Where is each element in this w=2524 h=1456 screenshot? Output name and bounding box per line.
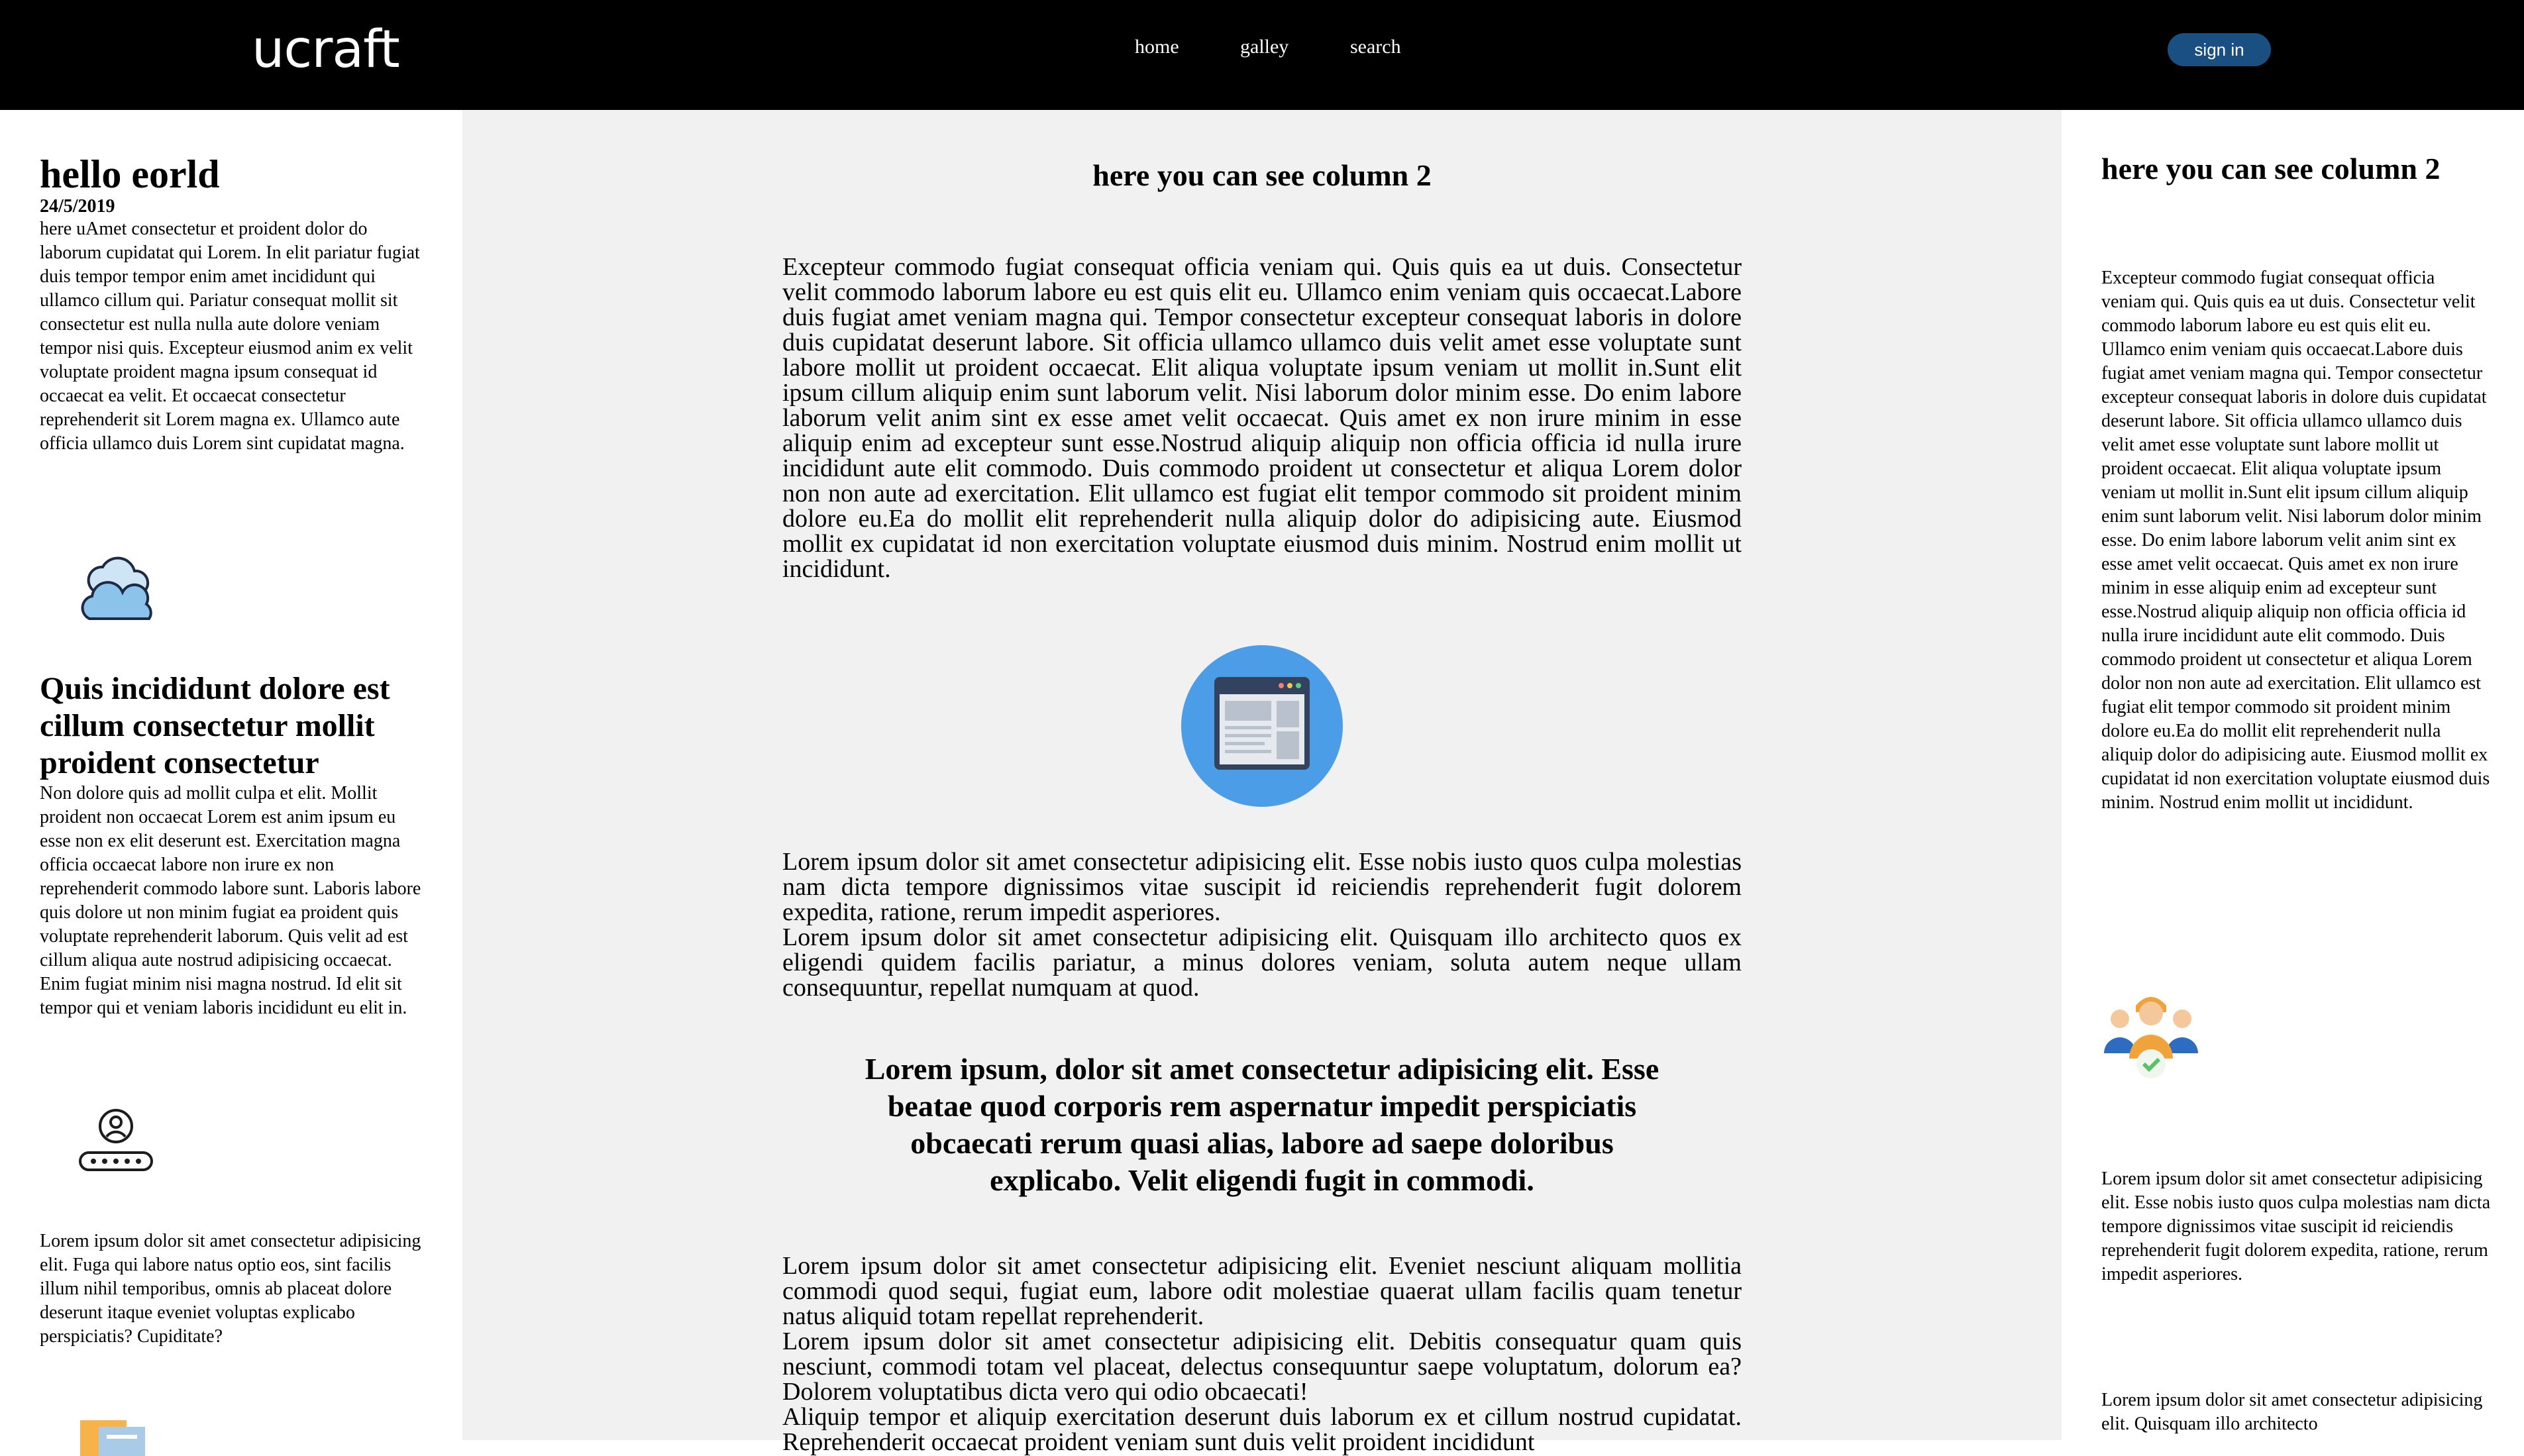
column-text: Excepteur commodo fugiat consequat officia veniam qui. Quis quis ea ut duis. Consectetur velit commodo laborum labore eu est quis elit eu. Ullamco enim veniam quis occaecat.Labore duis fugiat amet veniam magna qui. Tempor consectetur excepteur consequat laboris in dolore duis cupidatat deserunt labore. Sit officia ullamco ullamco duis velit amet esse voluptate sunt labore mollit ut proident occaecat. Elit aliqua voluptate ipsum veniam ut mollit in.Sunt elit ipsum cillum aliquip enim sunt laborum velit. Nisi laborum dolor minim esse. Do enim labore laborum velit anim sint ex esse amet velit occaecat. Quis amet ex non irure minim in esse aliquip enim ad excepteur sunt esse.Nostrud aliquip aliquip non officia officia id nulla irure incididunt aute elit commodo. Duis commodo proident ut consectetur et aliqua Lorem dolor non non aute ad exercitation. Elit ullamco est fugiat elit tempor commodo sit proident minim dolore eu.Ea do mollit elit reprehenderit nulla aliquip dolor do adipisicing aute. Eiusmod mollit ex cupidatat id non exercitation voluptate eiusmod duis minim. Nostrud enim mollit ut incididunt. — [2101, 268, 2490, 813]
documents-icon — [76, 1412, 156, 1452]
paragraph: Lorem ipsum dolor sit amet consectetur adipisicing elit. Eveniet nesciunt aliquam mollitia commodi quod sequi, fugiat eum, labore odit molestiae quaerat ullam facilis quam tenetur natus aliquid totam repellat reprehenderit. — [782, 1252, 1742, 1330]
main-nav — [0, 36, 2524, 76]
nav-home-link[interactable]: home — [1135, 36, 1179, 58]
post-text: here uAmet consectetur et proident dolor do laborum cupidatat qui Lorem. In elit pariatur fugiat duis tempor tempor enim amet incididunt qui ullamco cillum qui. Pariatur consequat mollit sit consectetur est nulla nulla aute dolore veniam tempor nisi quis. Excepteur eiusmod anim ex velit voluptate proident magna ipsum consequat id occaecat ea velit. Et occaecat consectetur reprehenderit sit Lorem magna ex. Ullamco aute officia ullamco duis Lorem sint cupidatat magna. — [40, 219, 420, 454]
paragraph: Lorem ipsum dolor sit amet consectetur adipisicing elit. Esse nobis iusto quos culpa molestias nam dicta tempore dignissimos vitae suscipit id reiciendis reprehenderit fugit dolorem expedita, ratione, rerum impedit asperiores. — [782, 848, 1742, 926]
column-text: Lorem ipsum dolor sit amet consectetur adipisicing elit. Quisquam illo architecto — [2101, 1390, 2483, 1434]
post-date: 24/5/2019 — [40, 196, 115, 217]
intro-paragraph: Excepteur commodo fugiat consequat officia veniam qui. Quis quis ea ut duis. Consectetur velit commodo laborum labore eu est quis elit eu. Ullamco enim veniam quis occaecat.Labore duis fugiat amet veniam magna qui. Tempor consectetur excepteur consequat laboris in dolore duis cupidatat deserunt labore. Sit officia ullamco ullamco duis velit amet esse voluptate sunt labore mollit ut proident occaecat. Elit aliqua voluptate ipsum veniam ut mollit in.Sunt elit ipsum cillum aliquip enim sunt laborum velit. Nisi laborum dolor minim esse. Do enim labore laborum velit anim sint ex esse amet velit occaecat. Quis amet ex non irure minim in esse aliquip enim ad excepteur sunt esse.Nostrud aliquip aliquip non officia officia id nulla irure incididunt aute elit commodo. Duis commodo proident ut consectetur et aliqua Lorem dolor non non aute ad exercitation. Elit ullamco est fugiat elit tempor commodo sit proident minim dolore eu.Ea do mollit elit reprehenderit nulla aliquip dolor do adipisicing aute. Eiusmod mollit ex cupidatat id non exercitation voluptate eiusmod duis minim. Nostrud enim mollit ut incididunt. — [782, 253, 1742, 583]
post-title: hello eorld — [40, 152, 220, 196]
paragraph: Aliquip tempor et aliquip exercitation deserunt duis laborum ex et cillum nostrud cupidatat. Reprehenderit occaecat proident veniam sunt duis velit proident incididunt — [782, 1403, 1742, 1456]
post-block-3 — [40, 1229, 429, 1349]
section-text: Non dolore quis ad mollit culpa et elit. Mollit proident non occaecat Lorem est anim ipsum eu esse non ex elit deserunt est. Exercitation magna officia occaecat labore non irure ex non reprehenderit commodo labore sunt. Laboris labore quis dolore ut non minim fugiat ea proident quis voluptate reprehenderit laborum. Quis velit ad est cillum aliqua aute nostrud adipisicing occaecat. Enim fugiat minim nisi magna nostrud. Id elit sit tempor qui et veniam laboris incididunt eu elit in. — [40, 783, 421, 1018]
column-title: here you can see column 2 — [2101, 152, 2441, 185]
paragraph: Lorem ipsum dolor sit amet consectetur adipisicing elit. Quisquam illo architecto quos ex eligendi quidem facilis pariatur, a minus dolores veniam, soluta autem neque ullam consequuntur, repellat numquam at quod. — [782, 923, 1742, 1002]
text-block-2 — [782, 849, 1742, 1000]
nav-search-link[interactable]: search — [1350, 36, 1401, 58]
middle-column — [462, 110, 2062, 1456]
left-column — [0, 110, 462, 1440]
pull-quote: Lorem ipsum, dolor sit amet consectetur adipisicing elit. Esse beatae quod corporis rem aspernatur impedit perspiciatis obcaecati rerum quasi alias, labore ad saepe doloribus explicabo. Velit eligendi fugit in commodi. — [865, 1052, 1659, 1197]
right-column — [2062, 110, 2524, 1440]
top-navbar — [0, 0, 2524, 110]
column-text: Lorem ipsum dolor sit amet consectetur adipisicing elit. Esse nobis iusto quos culpa molestias nam dicta tempore dignissimos vitae suscipit id reiciendis reprehenderit fugit dolorem expedita, ratione, rerum impedit asperiores. — [2101, 1169, 2491, 1284]
post-block-1 — [40, 152, 429, 456]
browser-window-icon — [1181, 645, 1343, 807]
paragraph: Lorem ipsum dolor sit amet consectetur adipisicing elit. Debitis consequatur quam quis nesciunt, commodi totam vel placeat, delectus consequuntur saepe voluptatum, dolorum ea? Dolorem voluptatibus dicta vero qui odio obcaecati! — [782, 1327, 1742, 1406]
post-block-2 — [40, 670, 429, 1020]
column-title: here you can see column 2 — [1092, 158, 1432, 192]
ucraft-logo[interactable]: ucraft — [252, 20, 399, 79]
user-password-icon — [76, 1108, 156, 1174]
nav-gallery-link[interactable]: galley — [1240, 36, 1289, 58]
sign-in-button[interactable]: sign in — [2168, 33, 2271, 66]
cloud-icon — [76, 552, 162, 625]
team-icon — [2101, 986, 2201, 1085]
text-block-3 — [782, 1253, 1742, 1455]
section-text: Lorem ipsum dolor sit amet consectetur adipisicing elit. Fuga qui labore natus optio eos, sint facilis illum nihil temporibus, omnis ab placeat dolore deserunt itaque eveniet voluptas explicabo perspiciatis? Cupiditate? — [40, 1231, 421, 1347]
section-heading: Quis incididunt dolore est cillum consectetur mollit proident consectetur — [40, 671, 390, 780]
